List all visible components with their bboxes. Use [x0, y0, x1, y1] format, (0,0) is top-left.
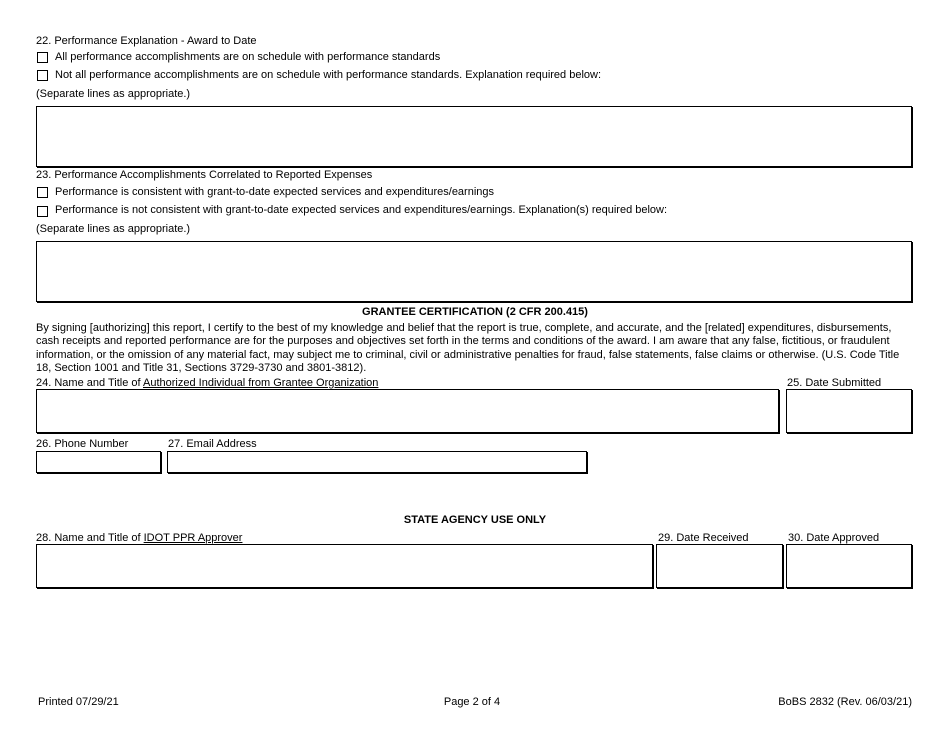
date-received-field[interactable] [656, 544, 783, 588]
section-23-note: (Separate lines as appropriate.) [36, 223, 191, 235]
field-25-label: 25. Date Submitted [787, 377, 882, 389]
checkbox-23-consistent[interactable] [37, 187, 48, 198]
email-address-field[interactable] [167, 451, 587, 473]
field-24-label-prefix: 24. Name and Title of [36, 377, 144, 389]
footer-form-number: BoBS 2832 (Rev. 06/03/21) [778, 696, 912, 708]
checkbox-23-not-consistent[interactable] [37, 206, 48, 217]
checkbox-22-on-schedule[interactable] [37, 52, 48, 63]
footer-page-number: Page 2 of 4 [443, 696, 501, 708]
date-submitted-field[interactable] [786, 389, 912, 433]
explanation-23-textarea[interactable] [36, 241, 912, 302]
section-23-heading: 23. Performance Accomplishments Correlated to Reported Expenses [36, 169, 373, 181]
field-24-label-underlined: Authorized Individual from Grantee Organization [143, 377, 379, 389]
phone-number-field[interactable] [36, 451, 161, 473]
date-approved-field[interactable] [786, 544, 912, 588]
section-22-heading: 22. Performance Explanation - Award to Date [36, 35, 257, 47]
certification-text: By signing [authorizing] this report, I certify to the best of my knowledge and belief that the report is true, complete, and accurate, and the [related] expenditures, disbursements, cash receipts and reported performance are for the purposes and objectives set forth in the terms and conditions of the award. I am aware that any false, fictitious, or fraudulent information, or the omission of any material fact, may subject me to criminal, civil or administrative penalties for fraud, false statements, false claims or otherwise. (U.S. Code Title 18, Section 1001 and Title 31, Sections 3729-3730 and 3801-3812). [36, 322, 900, 374]
field-27-label: 27. Email Address [168, 438, 257, 450]
field-26-label: 26. Phone Number [36, 438, 129, 450]
option-23-not-consistent-label: Performance is not consistent with grant-to-date expected services and expenditures/earnings. Explanation(s) required below: [55, 204, 668, 216]
field-28-label-underlined: IDOT PPR Approver [143, 532, 243, 544]
explanation-22-textarea[interactable] [36, 106, 912, 167]
field-29-label: 29. Date Received [658, 532, 749, 544]
footer-printed-date: Printed 07/29/21 [38, 696, 119, 708]
field-28-label-prefix: 28. Name and Title of [36, 532, 144, 544]
option-23-consistent-label: Performance is consistent with grant-to-date expected services and expenditures/earnings [55, 186, 495, 198]
field-30-label: 30. Date Approved [788, 532, 880, 544]
option-22-on-schedule-label: All performance accomplishments are on schedule with performance standards [55, 51, 441, 63]
idot-approver-field[interactable] [36, 544, 653, 588]
section-22-note: (Separate lines as appropriate.) [36, 88, 191, 100]
authorized-individual-field[interactable] [36, 389, 779, 433]
state-agency-title: STATE AGENCY USE ONLY [403, 514, 547, 526]
certification-title: GRANTEE CERTIFICATION (2 CFR 200.415) [362, 306, 588, 318]
option-22-not-on-schedule-label: Not all performance accomplishments are on schedule with performance standards. Explanation required below: [55, 69, 602, 81]
checkbox-22-not-on-schedule[interactable] [37, 70, 48, 81]
